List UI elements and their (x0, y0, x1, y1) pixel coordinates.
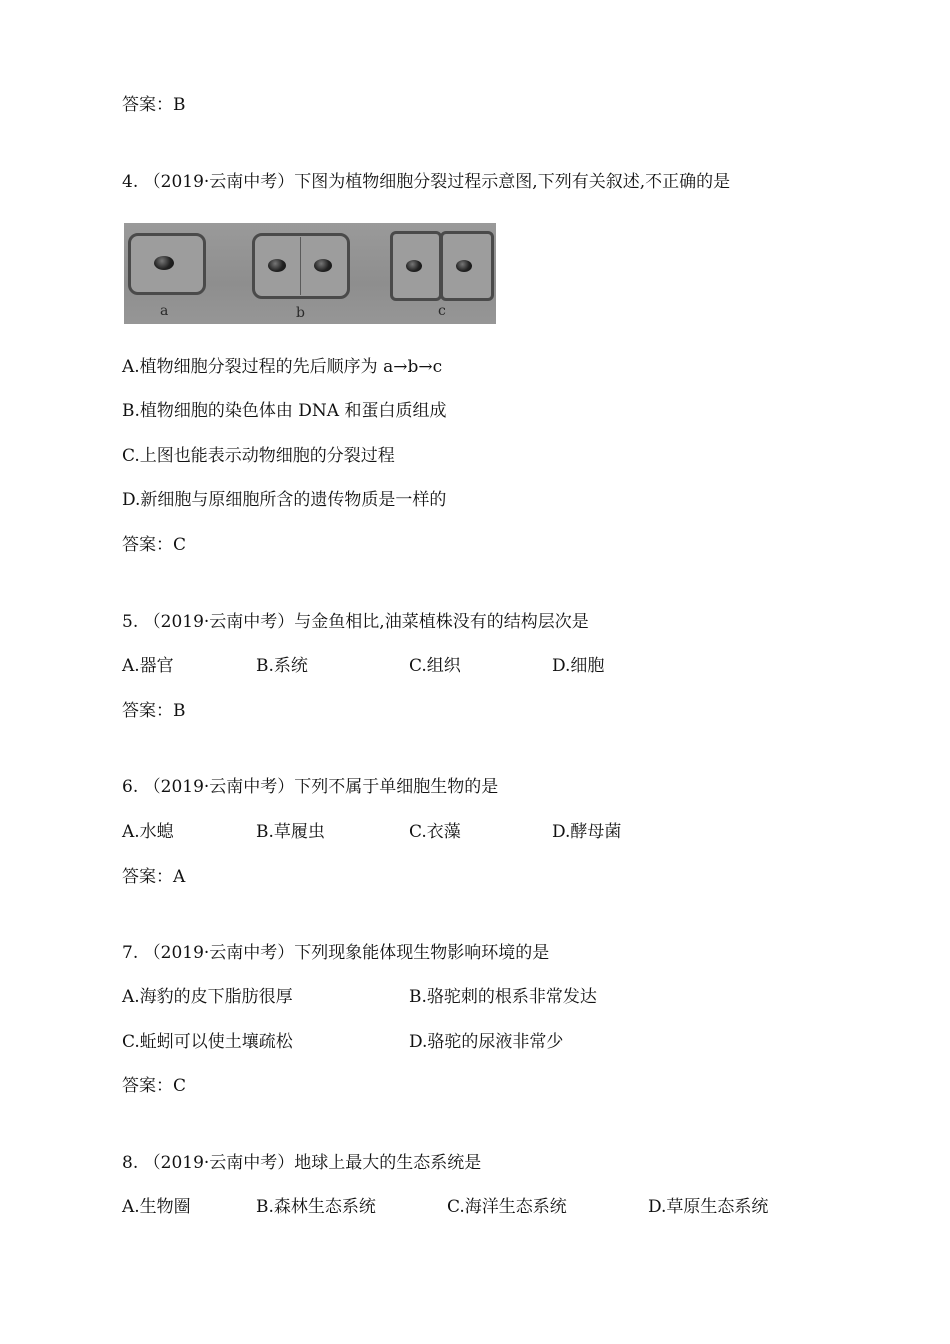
option-5a: A.器官 (122, 656, 174, 676)
option-5d: D.细胞 (552, 656, 605, 676)
option-7c: C.蚯蚓可以使土壤疏松 (122, 1032, 293, 1052)
option-5c: C.组织 (409, 656, 461, 676)
nucleus-icon (456, 260, 472, 272)
option-7a: A.海豹的皮下脂肪很厚 (122, 987, 293, 1007)
option-4c: C.上图也能表示动物细胞的分裂过程 (122, 446, 395, 466)
figure-label-c: c (438, 303, 446, 319)
question-6: 6. （2019·云南中考）下列不属于单细胞生物的是 (122, 777, 499, 797)
option-7d: D.骆驼的尿液非常少 (409, 1032, 564, 1052)
figure-label-b: b (296, 305, 305, 321)
option-5b: B.系统 (256, 656, 308, 676)
question-7: 7. （2019·云南中考）下列现象能体现生物影响环境的是 (122, 943, 550, 963)
figure-label-a: a (160, 303, 169, 319)
question-8: 8. （2019·云南中考）地球上最大的生态系统是 (122, 1153, 482, 1173)
option-4d: D.新细胞与原细胞所含的遗传物质是一样的 (122, 490, 447, 510)
question-5: 5. （2019·云南中考）与金鱼相比,油菜植株没有的结构层次是 (122, 612, 589, 632)
option-6c: C.衣藻 (409, 822, 461, 842)
cell-b (252, 233, 350, 299)
option-4a: A.植物细胞分裂过程的先后顺序为 a→b→c (122, 357, 443, 377)
cell-division-figure (124, 223, 496, 324)
option-8d: D.草原生态系统 (648, 1197, 769, 1217)
answer-q7: 答案：C (122, 1076, 187, 1096)
option-6a: A.水螅 (122, 822, 174, 842)
option-8b: B.森林生态系统 (256, 1197, 376, 1217)
nucleus-icon (268, 259, 286, 272)
option-6d: D.酵母菌 (552, 822, 622, 842)
nucleus-icon (154, 256, 174, 270)
nucleus-icon (314, 259, 332, 272)
option-6b: B.草履虫 (256, 822, 325, 842)
answer-q3: 答案：B (122, 95, 186, 115)
cell-plate (300, 237, 301, 295)
answer-q6: 答案：A (122, 867, 186, 887)
answer-q5: 答案：B (122, 701, 186, 721)
option-4b: B.植物细胞的染色体由 DNA 和蛋白质组成 (122, 401, 447, 421)
question-4: 4. （2019·云南中考）下图为植物细胞分裂过程示意图,下列有关叙述,不正确的是 (122, 172, 731, 192)
nucleus-icon (406, 260, 422, 272)
option-7b: B.骆驼刺的根系非常发达 (409, 987, 597, 1007)
option-8a: A.生物圈 (122, 1197, 191, 1217)
answer-q4: 答案：C (122, 535, 187, 555)
option-8c: C.海洋生态系统 (447, 1197, 567, 1217)
